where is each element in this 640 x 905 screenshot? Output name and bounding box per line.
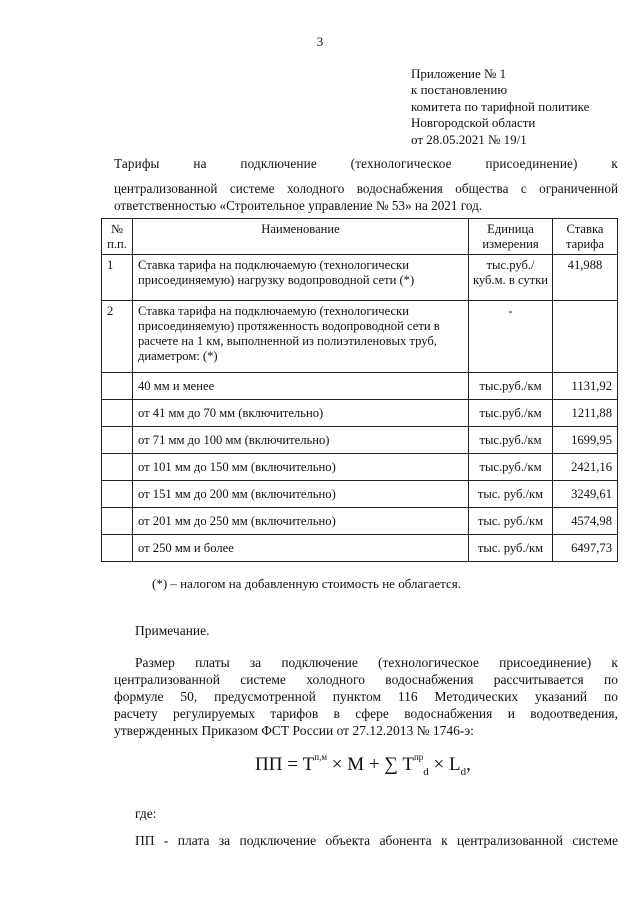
where-label: где: xyxy=(135,806,157,821)
row-rate: 1211,88 xyxy=(553,400,618,427)
row-unit: тыс.руб./куб.м. в сутки xyxy=(469,255,553,301)
row-unit: - xyxy=(469,301,553,373)
table-subrow xyxy=(102,535,618,562)
row-num xyxy=(102,373,133,400)
row-name: от 250 мм и более xyxy=(133,535,469,562)
row-num xyxy=(102,427,133,454)
table-row xyxy=(102,301,618,373)
header-num: № п.п. xyxy=(102,219,133,255)
formula-t2-sup: пр xyxy=(413,752,424,762)
header-unit: Единица измерения xyxy=(469,219,553,255)
row-rate: 1699,95 xyxy=(553,427,618,454)
row-name: от 41 мм до 70 мм (включительно) xyxy=(133,400,469,427)
table-subrow xyxy=(102,400,618,427)
table-subrow xyxy=(102,427,618,454)
row-rate: 4574,98 xyxy=(553,508,618,535)
row-num: 2 xyxy=(102,301,133,373)
row-unit: тыс.руб./км xyxy=(469,400,553,427)
formula-l-sub: d xyxy=(460,765,467,778)
appendix-header xyxy=(411,66,589,148)
row-num xyxy=(102,535,133,562)
formula-t: T xyxy=(302,754,315,775)
definition-line: ПП - плата за подключение объекта абонента к централизованной системе xyxy=(135,833,618,848)
row-unit: тыс. руб./км xyxy=(469,508,553,535)
row-rate: 1131,92 xyxy=(553,373,618,400)
footnote: (*) – налогом на добавленную стоимость не облагается. xyxy=(152,576,461,591)
formula-end: , xyxy=(466,754,471,775)
appendix-line: Приложение № 1 xyxy=(411,66,507,81)
tariff-table xyxy=(101,218,618,562)
row-num xyxy=(102,508,133,535)
row-name: от 201 мм до 250 мм (включительно) xyxy=(133,508,469,535)
header-rate: Ставка тарифа xyxy=(553,219,618,255)
row-rate: 3249,61 xyxy=(553,481,618,508)
row-name: Ставка тарифа на подключаемую (технологически присоединяемую) нагрузку водопроводной сети (*) xyxy=(133,255,469,301)
formula-lhs: ПП xyxy=(255,754,283,775)
formula xyxy=(255,754,471,778)
row-unit: тыс.руб./км xyxy=(469,454,553,481)
row-num xyxy=(102,454,133,481)
document-title-line2: централизованной системе холодного водоснабжения общества с ограниченной xyxy=(114,181,618,196)
row-name: от 101 мм до 150 мм (включительно) xyxy=(133,454,469,481)
row-name: 40 мм и менее xyxy=(133,373,469,400)
row-rate: 2421,16 xyxy=(553,454,618,481)
appendix-line: комитета по тарифной политике xyxy=(411,98,590,114)
header-name: Наименование xyxy=(133,219,469,255)
row-unit: тыс. руб./км xyxy=(469,535,553,562)
paragraph-line: централизованной системе холодного водоснабжения рассчитывается по xyxy=(114,672,618,687)
row-name: от 151 мм до 200 мм (включительно) xyxy=(133,481,469,508)
table-subrow xyxy=(102,481,618,508)
table-header-row xyxy=(102,219,618,255)
formula-times: × L xyxy=(428,754,461,775)
formula-mid: × M + ∑ T xyxy=(327,754,414,775)
paragraph-line: формуле 50, предусмотренной пунктом 116 Методических указаний по xyxy=(114,689,618,704)
appendix-line: Новгородской области xyxy=(411,115,536,131)
appendix-line: от 28.05.2021 № 19/1 xyxy=(411,131,527,147)
formula-t-sup: п,м xyxy=(314,752,328,762)
row-unit: тыс.руб./км xyxy=(469,427,553,454)
table-row xyxy=(102,255,618,301)
document-title-line3: ответственностью «Строительное управление № 53» на 2021 год. xyxy=(114,198,483,213)
row-num xyxy=(102,481,133,508)
table-subrow xyxy=(102,373,618,400)
page-number: 3 xyxy=(316,34,324,49)
document-title-line1: Тарифы на подключение (технологическое присоединение) к xyxy=(114,156,618,171)
row-name: от 71 мм до 100 мм (включительно) xyxy=(133,427,469,454)
row-num: 1 xyxy=(102,255,133,301)
row-rate: 6497,73 xyxy=(553,535,618,562)
table-subrow xyxy=(102,454,618,481)
row-unit: тыс. руб./км xyxy=(469,481,553,508)
paragraph-line: расчету регулируемых тарифов в сфере водоснабжения и водоотведения, xyxy=(114,706,618,721)
paragraph-line: утвержденных Приказом ФСТ России от 27.12.2013 № 1746-э: xyxy=(114,723,474,738)
appendix-line: к постановлению xyxy=(411,82,508,98)
row-unit: тыс.руб./км xyxy=(469,373,553,400)
paragraph-line: Размер платы за подключение (технологическое присоединение) к xyxy=(135,655,618,670)
row-num xyxy=(102,400,133,427)
table-subrow xyxy=(102,508,618,535)
row-name: Ставка тарифа на подключаемую (технологически присоединяемую) протяженность водопроводной сети в расчете на 1 км, выполненной из полиэтиленовых труб, диаметром: (*) xyxy=(133,301,469,373)
row-rate xyxy=(553,301,618,373)
row-rate: 41,988 xyxy=(553,255,618,301)
note-heading: Примечание. xyxy=(135,623,210,638)
formula-eq: = xyxy=(282,754,303,775)
formula-t2-sub: d xyxy=(423,765,429,778)
